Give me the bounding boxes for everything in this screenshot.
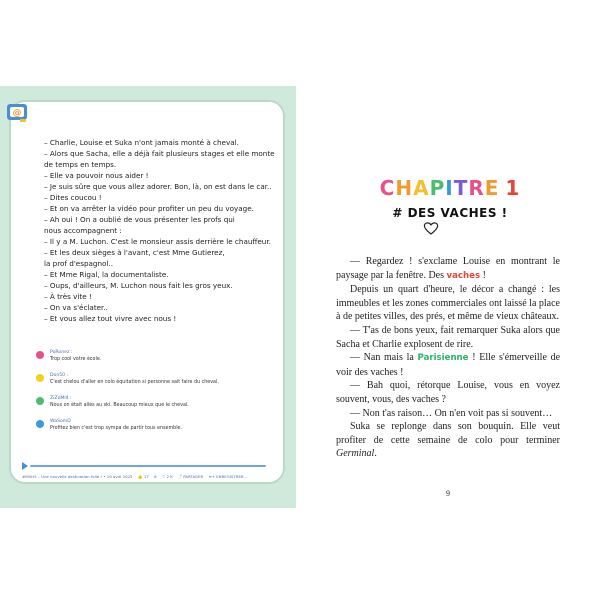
paragraph: [336, 379, 560, 406]
transcript-line: – Charlie, Louise et Suka n'ont jamais monté à cheval.: [44, 138, 239, 147]
likes-count[interactable]: 👍 17: [137, 474, 149, 479]
views-count: 6: [154, 474, 157, 479]
avatar[interactable]: [36, 397, 44, 405]
chapter-title-letter: E: [484, 176, 500, 200]
comment-item: [36, 350, 274, 373]
paragraph: [336, 255, 560, 283]
paragraph-text: ! Elle s'émerveille de voir des vaches !: [336, 352, 561, 378]
transcript-line: de temps en temps.: [44, 160, 117, 169]
transcript-line: – Ah oui ! On a oublié de vous présenter les profs qui: [44, 215, 235, 224]
transcript-line: – Et vous allez tout vivre avec nous !: [44, 314, 177, 323]
transcript-line: – Il y a M. Luchon. C'est le monsieur assis derrière le chauffeur.: [44, 237, 271, 246]
transcript-line: – Je suis sûre que vous allez adorer. Bon, là, on est dans le car..: [44, 182, 272, 191]
comment-username[interactable]: Don50 :: [50, 373, 69, 378]
video-transcript: [44, 137, 280, 324]
transcript-line: – Et Mme Rigal, la documentaliste.: [44, 270, 169, 279]
svg-text:@: @: [12, 108, 22, 119]
comment-item: [36, 419, 274, 442]
transcript-line: – On va s'éclater..: [44, 303, 108, 312]
play-icon[interactable]: [22, 462, 28, 470]
highlighted-word: vaches: [446, 270, 481, 281]
highlighted-word: Parisienne: [417, 353, 469, 364]
avatar[interactable]: [36, 374, 44, 382]
chapter-title-letter: T: [453, 176, 469, 200]
chapter-title-letter: R: [468, 176, 485, 200]
paragraph-text: — Regardez ! s'exclame Louise en montrant le paysage par la fenêtre. Des: [336, 256, 560, 281]
paragraph: [336, 420, 560, 461]
comments-list: [36, 350, 274, 442]
video-meta-line: [22, 474, 272, 480]
heart-icon: [423, 220, 439, 236]
comment-item: [36, 396, 274, 419]
comment-text: Nous on était allés au ski. Beaucoup mieux que le cheval.: [50, 403, 189, 408]
hearts-count[interactable]: ♡ 2 K: [161, 474, 173, 479]
chapter-text: [336, 255, 560, 461]
chapter-title: [302, 176, 598, 200]
transcript-line: – Alors que Sacha, elle a déjà fait plusieurs stages et elle monte: [44, 149, 275, 158]
chapter-title-letter: A: [413, 176, 430, 200]
paragraph-text: — T'as de bons yeux, fait remarquer Suka alors que Sacha et Charlie explosent de rire.: [336, 324, 560, 350]
chapter-title-letter: 1: [505, 176, 521, 200]
paragraph: [336, 351, 560, 379]
paragraph: [336, 324, 560, 351]
avatar[interactable]: [36, 351, 44, 359]
comment-username[interactable]: PoRonez :: [50, 350, 73, 355]
transcript-line: nous accompagnent :: [44, 226, 122, 235]
transcript-line: – Et les deux sièges à l'avant, c'est Mme Gutierez,: [44, 248, 225, 257]
transcript-line: – À très vite !: [44, 292, 92, 301]
video-caption: #MVH5 – Une nouvelle destination folle ! • 19 avril 2025: [22, 474, 133, 479]
transcript-line: – Et on va arrêter la vidéo pour profiter un peu du voyage.: [44, 204, 254, 213]
comment-text: C'est chelou d'aller en colo équitation si personne sait faire du cheval.: [50, 380, 219, 385]
camera-at-icon: [6, 102, 30, 124]
avatar[interactable]: [36, 420, 44, 428]
paragraph-text: .: [374, 448, 377, 460]
comment-item: [36, 373, 274, 396]
comment-username[interactable]: WaSomD: [50, 419, 71, 424]
paragraph: [336, 407, 560, 421]
transcript-line: – Oups, d'ailleurs, M. Luchon nous fait les gros yeux.: [44, 281, 233, 290]
transcript-line: – Dites coucou !: [44, 193, 102, 202]
chapter-title-letter: I: [445, 176, 454, 200]
comment-username[interactable]: ZiZoMl4 :: [50, 396, 72, 401]
chapter-title-letter: C: [379, 176, 396, 200]
paragraph-text: !: [480, 269, 486, 281]
paragraph-text: Depuis un quart d'heure, le décor a changé : les immeubles et les zones commerciales ont laissé la place à de petites villes, des prés, et même de vieux châteaux.: [336, 284, 560, 323]
comment-text: Profitez bien c'est trop sympa de partir tous ensemble.: [50, 426, 183, 431]
video-progress-bar[interactable]: [22, 462, 268, 470]
page-number: 9: [446, 489, 450, 498]
transcript-line: la prof d'espagnol..: [44, 259, 114, 268]
comment-text: Trop cool votre école.: [50, 357, 102, 362]
paragraph: [336, 283, 560, 324]
share-button[interactable]: ⤴ PARTAGER: [178, 474, 204, 479]
chapter-title-letter: P: [429, 176, 446, 200]
paragraph-text: — Non t'as raison… On n'en voit pas si souvent…: [350, 407, 553, 419]
save-button[interactable]: ≡+ ENREGISTRER ...: [208, 474, 249, 479]
paragraph-text: Suka se replonge dans son bouquin. Elle veut profiter de cette semaine de colo pour terminer: [336, 421, 560, 446]
progress-track[interactable]: [30, 465, 266, 467]
paragraph-text: — Nan mais la: [350, 352, 418, 364]
transcript-line: – Elle va pouvoir nous aider !: [44, 171, 149, 180]
chapter-title-letter: H: [395, 176, 414, 200]
paragraph-text: — Bah quoi, rétorque Louise, vous en voyez souvent, vous, des vaches ?: [336, 380, 560, 405]
highlighted-word: Germinal: [336, 448, 375, 460]
chapter-subtitle: # DES VACHES !: [392, 206, 508, 220]
